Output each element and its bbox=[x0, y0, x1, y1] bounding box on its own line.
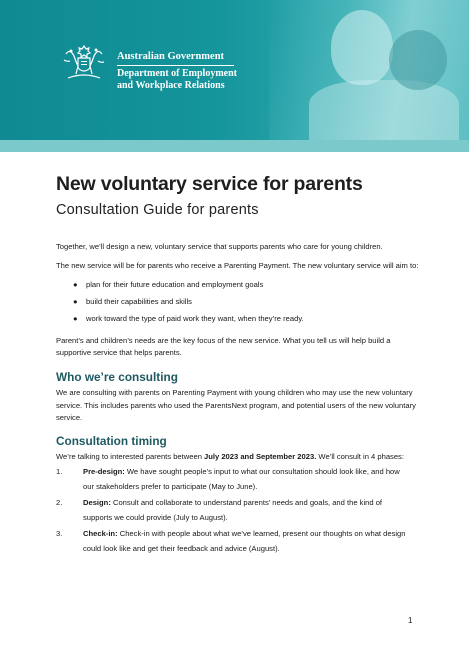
phase-description: could look like and get their feedback and advice (August). bbox=[83, 543, 280, 553]
page-title: New voluntary service for parents bbox=[56, 173, 363, 195]
section-heading-timing: Consultation timing bbox=[56, 434, 167, 449]
list-item-text: plan for their future education and employment goals bbox=[86, 280, 264, 290]
coat-of-arms-icon bbox=[58, 40, 110, 82]
phase-text bbox=[69, 467, 400, 476]
bullet-icon: ● bbox=[73, 280, 78, 290]
bullet-icon: ● bbox=[73, 313, 78, 323]
page-subtitle: Consultation Guide for parents bbox=[56, 202, 259, 218]
phase-text bbox=[69, 498, 382, 507]
phase-label: Pre-design: bbox=[83, 467, 125, 477]
timing-paragraph bbox=[56, 451, 426, 463]
photo-shape bbox=[309, 80, 459, 140]
focus-paragraph: Parent’s and children’s needs are the key focus of the new service. What you tell us will help build a supportive service that helps parents. bbox=[56, 336, 391, 358]
list-item bbox=[56, 296, 426, 308]
list-item bbox=[56, 279, 426, 291]
list-item bbox=[56, 313, 426, 325]
intro-paragraph: The new service will be for parents who receive a Parenting Payment. The new voluntary service will aim to: bbox=[56, 261, 419, 271]
timing-dates: July 2023 and September 2023. bbox=[204, 452, 317, 462]
phase-number: 1. bbox=[56, 467, 63, 477]
intro-paragraph: Together, we’ll design a new, voluntary service that supports parents who care for young children. bbox=[56, 242, 383, 251]
aims-list bbox=[56, 279, 426, 325]
phase-description: We have sought people’s input to what our consultation should look like, and how bbox=[124, 467, 400, 477]
timing-text: We’ll consult in 4 phases: bbox=[316, 452, 404, 462]
header-divider bbox=[117, 65, 234, 66]
consulting-paragraph: We are consulting with parents on Parenting Payment with young children who may use the new voluntary service. This includes parents who used the ParentsNext program, and potential users of the new voluntary service. bbox=[56, 388, 416, 422]
phase-number: 3. bbox=[56, 529, 63, 539]
phase-description: Consult and collaborate to understand parents’ needs and goals, and the kind of bbox=[110, 498, 383, 508]
department-name-line1: Department of Employment bbox=[117, 68, 237, 79]
bullet-icon: ● bbox=[73, 297, 78, 307]
list-item-text: work toward the type of paid work they want, when they’re ready. bbox=[86, 313, 304, 323]
phase-label: Design: bbox=[83, 498, 111, 508]
document-body bbox=[56, 172, 426, 558]
timing-text: We’re talking to interested parents between bbox=[56, 452, 205, 462]
government-name: Australian Government bbox=[117, 51, 225, 62]
phase-description: Check-in with people about what we’ve learned, present our thoughts on what design bbox=[117, 529, 406, 539]
phase-number: 2. bbox=[56, 498, 63, 508]
section-heading-consulting: Who we’re consulting bbox=[56, 370, 178, 385]
page-number: 1 bbox=[408, 616, 413, 625]
phase-text bbox=[69, 529, 406, 538]
phases-list bbox=[56, 465, 426, 556]
header-photo bbox=[269, 0, 469, 140]
phase-description: supports we could provide (July to August). bbox=[83, 512, 228, 522]
header-banner bbox=[0, 0, 469, 140]
photo-shape bbox=[331, 10, 393, 85]
phase-item bbox=[56, 496, 426, 525]
department-name-line2: and Workplace Relations bbox=[117, 80, 225, 91]
phase-item bbox=[56, 465, 426, 494]
list-item-text: build their capabilities and skills bbox=[86, 297, 192, 307]
photo-shape bbox=[389, 30, 447, 90]
banner-stripe bbox=[0, 140, 469, 152]
phase-description: our stakeholders prefer to participate (May to June). bbox=[83, 481, 258, 491]
phase-label: Check-in: bbox=[83, 529, 118, 539]
phase-item bbox=[56, 527, 426, 556]
